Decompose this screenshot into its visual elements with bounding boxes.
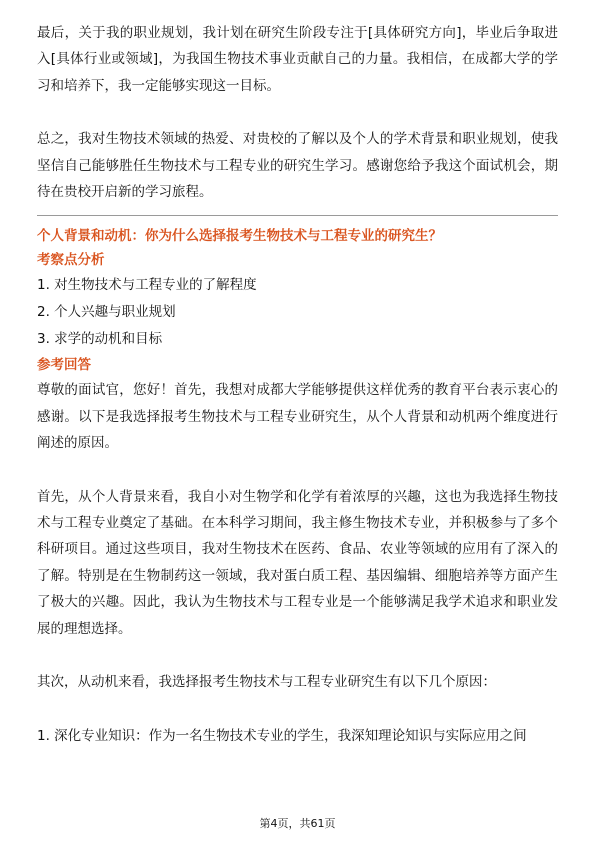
- section-divider: [37, 215, 558, 216]
- analysis-item: 1. 对生物技术与工程专业的了解程度: [37, 277, 257, 294]
- intro-paragraph-career: 最后，关于我的职业规划，我计划在研究生阶段专注于[具体研究方向]，毕业后争取进入[具体行业或领域]，为我国生物技术事业贡献自己的力量。我相信，在成都大学的学习和培养下，我一定能够实现这一目标。: [37, 25, 558, 94]
- page-content: [37, 20, 558, 749]
- answer-paragraph-greeting: 尊敬的面试官，您好！首先，我想对成都大学能够提供这样优秀的教育平台表示衷心的感谢。以下是我选择报考生物技术与工程专业研究生，从个人背景和动机两个维度进行阐述的原因。: [37, 382, 558, 452]
- page-number: 第4页，共61页: [259, 817, 336, 830]
- analysis-item: 2. 个人兴趣与职业规划: [37, 304, 176, 321]
- answer-heading: 参考回答: [37, 357, 91, 374]
- analysis-heading: 考察点分析: [37, 252, 105, 269]
- intro-paragraph-summary: 总之，我对生物技术领域的热爱、对贵校的了解以及个人的学术背景和职业规划，使我坚信自己能够胜任生物技术与工程专业的研究生学习。感谢您给予我这个面试机会，期待在贵校开启新的学习旅程。: [37, 131, 558, 201]
- answer-paragraph-point-1: 1. 深化专业知识：作为一名生物技术专业的学生，我深知理论知识与实际应用之间: [37, 727, 527, 744]
- question-title: 个人背景和动机：你为什么选择报考生物技术与工程专业的研究生？: [37, 228, 442, 245]
- answer-paragraph-background: 首先，从个人背景来看，我自小对生物学和化学有着浓厚的兴趣，这也为我选择生物技术与工程专业奠定了基础。在本科学习期间，我主修生物技术专业，并积极参与了多个科研项目。通过这些项目，我对生物技术在医药、食品、农业等领域的应用有了深入的了解。特别是在生物制药这一领域，我对蛋白质工程、基因编辑、细胞培养等方面产生了极大的兴趣。因此，我认为生物技术与工程专业是一个能够满足我学术追求和职业发展的理想选择。: [37, 488, 558, 637]
- answer-paragraph-motivation: 其次，从动机来看，我选择报考生物技术与工程专业研究生有以下几个原因：: [37, 674, 496, 691]
- analysis-item: 3. 求学的动机和目标: [37, 331, 163, 348]
